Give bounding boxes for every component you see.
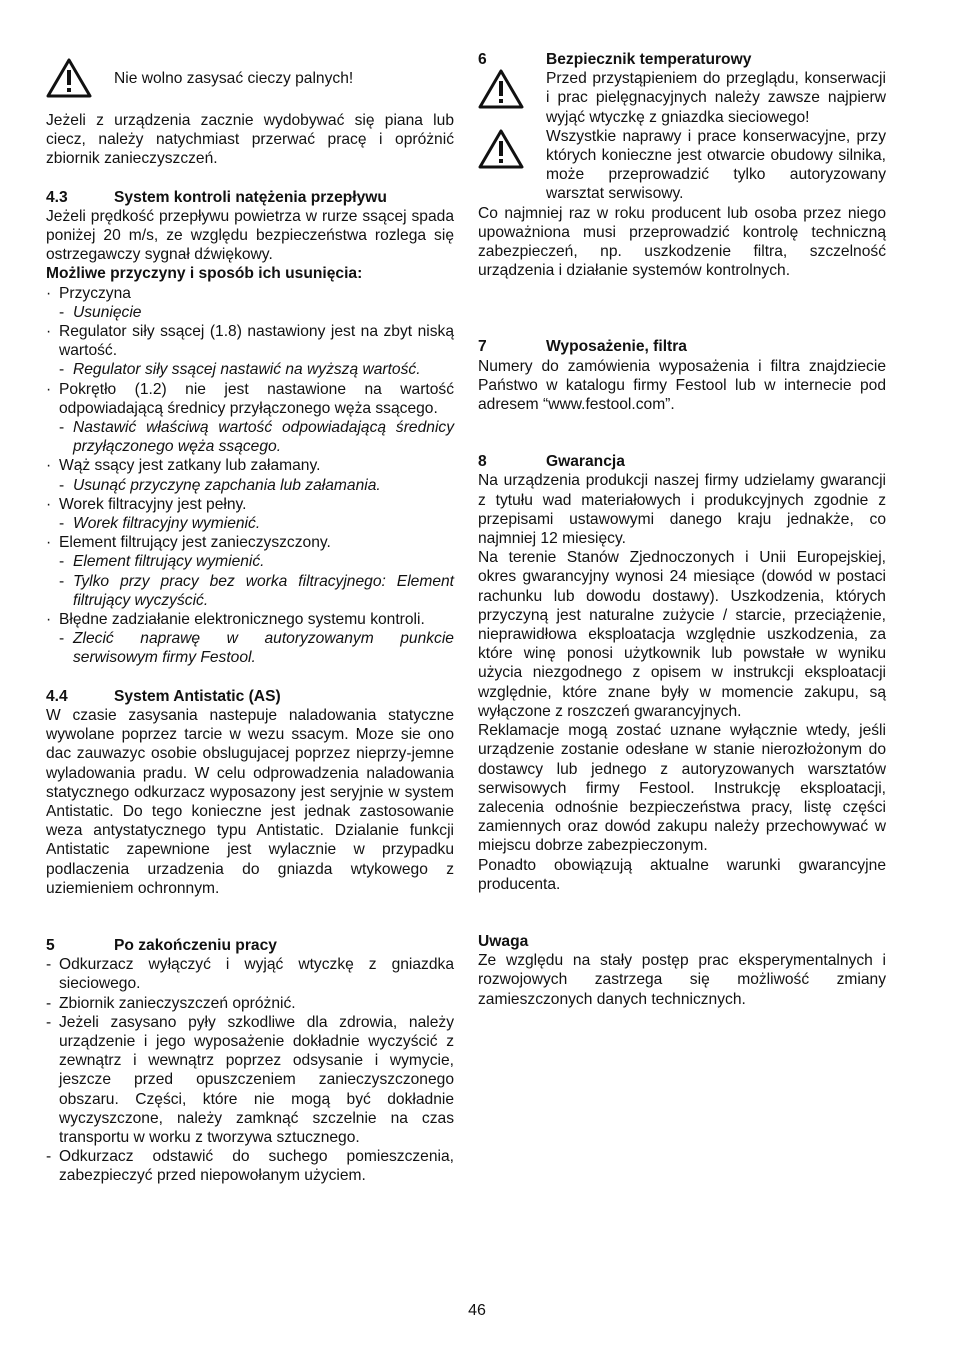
cause-item xyxy=(46,284,454,303)
dash-marker: - xyxy=(59,361,65,379)
remedy-item xyxy=(46,360,454,379)
remedy-text: Regulator siły ssącej nastawić na wyższą wartość. xyxy=(73,361,421,379)
bullet-marker: · xyxy=(46,457,52,475)
warning-triangle-icon xyxy=(478,69,546,109)
section-4-4-text: W czasie zasysania nastepuje naladowania statyczne wywolane poprzez tarcie w wezu ssacym. Moze sie ono dac zauwazyc osobie obslugujacej poprzez nieprzy-jemne wyladowania pradu. W celu odprowadzenia naladowania statycznego odkurzacz wyposazony jest seryjnie w system Antistatic. Do tego konieczne jest jednak zastosowanie weza antystatycznego typu Antistatic. Dzialanie funkcji Antistatic zapewnione jest wylacznie w przypadku podlaczenia urzadzenia do gniazda wtykowego z uziemieniem ochronnym. xyxy=(46,706,454,897)
after-work-item xyxy=(46,955,454,993)
remedy-text: Zlecić naprawę w autoryzowanym punkcie serwisowym firmy Festool. xyxy=(73,630,454,667)
dash-marker: - xyxy=(59,630,65,648)
warning-triangle-icon xyxy=(46,58,114,98)
section-6-heading: 6 Bezpiecznik temperaturowy xyxy=(478,51,752,68)
after-work-item xyxy=(46,1147,454,1185)
cause-text: Wąż ssący jest zatkany lub załamany. xyxy=(59,457,321,475)
left-column xyxy=(46,50,454,1186)
warning-text: Nie wolno zasysać cieczy palnych! xyxy=(114,70,354,87)
remedy-item xyxy=(46,552,454,571)
cause-item xyxy=(46,380,454,418)
warning-flammable xyxy=(46,56,454,98)
dash-marker: - xyxy=(59,515,65,533)
remedy-text: Element filtrujący wymienić. xyxy=(73,553,265,571)
section-8-heading: 8 Gwarancja xyxy=(478,453,625,471)
bullet-marker: · xyxy=(46,284,52,302)
cause-text: Element filtrujący jest zanieczyszczony. xyxy=(59,534,331,552)
after-work-item xyxy=(46,1013,454,1147)
after-work-text: Odkurzacz odstawić do suchego pomieszczenia, zabezpieczyć przed niepowołanym użyciem. xyxy=(59,1148,454,1185)
remedy-item xyxy=(46,514,454,533)
cause-item xyxy=(46,533,454,552)
dash-marker: - xyxy=(46,994,52,1012)
uwaga-text: Ze względu na stały postęp prac eksperymentalnych i rozwojowych zastrzega się możliwość zmiany zamieszczonych danych technicznych. xyxy=(478,952,886,1008)
dash-marker: - xyxy=(59,476,65,494)
warranty-paragraph: Ponadto obowiązują aktualne warunki gwarancyjne producenta. xyxy=(478,856,886,893)
right-column xyxy=(478,50,886,1009)
cause-text: Worek filtracyjny jest pełny. xyxy=(59,495,247,513)
cause-text: Pokrętło (1.2) nie jest nastawione na wartość odpowiadającą średnicy przyłączonego węża ssącego. xyxy=(59,380,454,417)
causes-list xyxy=(46,284,454,668)
cause-text: Przyczyna xyxy=(59,284,131,302)
remedy-item xyxy=(46,572,454,610)
cause-text: Regulator siły ssącej (1.8) nastawiony jest na zbyt niską wartość. xyxy=(59,323,454,360)
after-work-item xyxy=(46,994,454,1013)
cause-item xyxy=(46,495,454,514)
cause-item xyxy=(46,456,454,475)
remedy-item xyxy=(46,629,454,667)
section-5-list xyxy=(46,955,454,1185)
section-5-heading: 5 Po zakończeniu pracy xyxy=(46,936,277,954)
remedy-text: Usunąć przyczynę zapchania lub załamania. xyxy=(73,476,381,494)
dash-marker: - xyxy=(59,303,65,321)
after-work-text: Odkurzacz wyłączyć i wyjąć wtyczkę z gniazdka sieciowego. xyxy=(59,956,454,993)
section-6-text: Co najmniej raz w roku producent lub osoba przez niego upoważniona musi przeprowadzić kontrolę techniczną zabezpieczeń, np. uszkodzenie filtra, szczelność urządzenia i działanie systemów kontrolnych. xyxy=(478,204,886,280)
section-7-text: Numery do zamówienia wyposażenia i filtra znajdziecie Państwo w katalogu firmy Festool lub w internecie pod adresem “www.festool.com”. xyxy=(478,357,886,414)
section-4-3-heading: 4.3 System kontroli natężenia przepływu xyxy=(46,188,387,206)
bullet-marker: · xyxy=(46,495,52,513)
bullet-marker: · xyxy=(46,534,52,552)
warning-repairs xyxy=(478,127,886,204)
section-7-heading: 7 Wyposażenie, filtra xyxy=(478,338,687,356)
warranty-paragraph: Na terenie Stanów Zjednoczonych i Unii Europejskiej, okres gwarancyjny wynosi 24 miesiące (dowód w postaci rachunku lub dowodu dostawy). Uszkodzenia, których przyczyną jest naturalne zużycie / starcie, przeciążenie, nieprawidłowa eksploatacja względnie uszkodzenia, za które winę ponosi użytkownik lub powstałe w wyniku użycia niezgodnego z opisem w instrukcji eksploatacji względnie, które znane były w momencie zakupu, są wyłączone z roszczeń gwarancyjnych. xyxy=(478,549,886,720)
remedy-item xyxy=(46,303,454,322)
dash-marker: - xyxy=(46,1013,52,1031)
remedy-text: Usunięcie xyxy=(73,303,142,321)
uwaga-heading: Uwaga xyxy=(478,932,529,950)
section-4-4-heading: 4.4 System Antistatic (AS) xyxy=(46,687,281,705)
warning-unplug-text: Przed przystąpieniem do przeglądu, konserwacji i prac pielęgnacyjnych należy zawsze najpierw wyjąć wtyczkę z gniazdka sieciowego! xyxy=(546,70,886,126)
foam-paragraph: Jeżeli z urządzenia zacznie wydobywać się piana lub ciecz, należy natychmiast przerwać pracę i opróżnić zbiornik zanieczyszczeń. xyxy=(46,112,454,168)
dash-marker: - xyxy=(46,1148,52,1166)
after-work-text: Jeżeli zasysano pyły szkodliwe dla zdrowia, należy urządzenie i jego wyposażenie dokładnie wyczyścić z zewnątrz i wewnątrz poprzez odsysanie i wymycie, jeszcze przed opuszczeniem zanieczyszczonego obszaru. Części, które nie mogą być dokładnie wyczyszczone, należy zamknąć szczelnie na czas transportu w worku z tworzywa sztucznego. xyxy=(59,1013,454,1146)
warning-triangle-icon xyxy=(478,129,546,169)
dash-marker: - xyxy=(59,553,65,571)
dash-marker: - xyxy=(59,419,65,437)
bullet-marker: · xyxy=(46,323,52,341)
warning-unplug xyxy=(478,69,886,127)
cause-item xyxy=(46,322,454,360)
warranty-paragraph: Na urządzenia produkcji naszej firmy udzielamy gwarancji z tytułu wad materiałowych i produkcyjnych zgodnie z przepisami ustawowymi danego kraju jednakże, co najmniej 12 miesięcy. xyxy=(478,472,886,548)
bullet-marker: · xyxy=(46,380,52,398)
dash-marker: - xyxy=(59,572,65,590)
remedy-item xyxy=(46,476,454,495)
cause-text: Błędne zadziałanie elektronicznego systemu kontroli. xyxy=(59,611,425,629)
remedy-text: Worek filtracyjny wymienić. xyxy=(73,515,261,533)
remedy-item xyxy=(46,418,454,456)
bullet-marker: · xyxy=(46,611,52,629)
warranty-paragraph: Reklamacje mogą zostać uznane wyłącznie wtedy, jeśli urządzenie zostanie odesłane w stanie nierozłożonym do dostawcy lub jednego z autoryzowanych warsztatów serwisowych firmy Festool. Instrukcję eksploatacji, zalecenia odnośnie bezpieczeństwa pracy, listę części zamiennych oraz dowód zakupu należy przechowywać w miejscu dobrze zabezpieczonym. xyxy=(478,722,886,855)
after-work-text: Zbiornik zanieczyszczeń opróżnić. xyxy=(59,994,296,1012)
remedy-text: Nastawić właściwą wartość odpowiadającą średnicy przyłączonego węża ssącego. xyxy=(73,419,454,456)
remedy-text: Tylko przy pracy bez worka filtracyjnego: Element filtrujący wyczyścić. xyxy=(73,572,454,609)
causes-heading: Możliwe przyczyny i sposób ich usunięcia: xyxy=(46,265,363,283)
section-4-3-intro: Jeżeli prędkość przepływu powietrza w rurze ssącej spada poniżej 20 m/s, ze względu bezpieczeństwa rozlega się ostrzegawczy sygnał dźwiękowy. xyxy=(46,207,454,264)
cause-item xyxy=(46,610,454,629)
dash-marker: - xyxy=(46,956,52,974)
page-number: 46 xyxy=(468,1302,486,1319)
warning-repairs-text: Wszystkie naprawy i prace konserwacyjne, przy których konieczne jest otwarcie obudowy silnika, może przeprowadzić tylko autoryzowany warsztat serwisowy. xyxy=(546,127,886,203)
